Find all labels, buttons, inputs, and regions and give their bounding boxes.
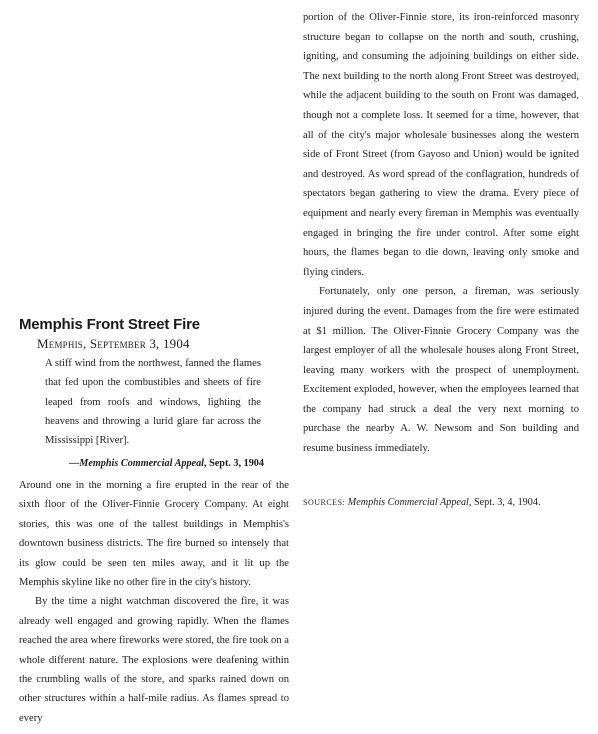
body-paragraph: Around one in the morning a fire erupted in the rear of the sixth floor of the Oliver-Finnie Grocery Company. At eight stories, this was one of the tallest buildings in Memphis's downtown business districts. The fire burned so intensely that its glow could be seen ten miles away, and it lit up the Memphis skyline like no other fire in the city's history.	[19, 480, 289, 589]
epigraph-text: A stiff wind from the northwest, fanned the flames that fed upon the combustibles and sheets of fire leaped from roofs and windows, lighting the heavens and throwing a lurid glare far across the Mississippi [River].	[45, 358, 261, 447]
article-title: Memphis Front Street Fire	[19, 316, 200, 333]
body-paragraph: By the time a night watchman discovered the fire, it was already well engaged and growing rapidly. When the flames reached the area where fireworks were stored, the fire took on a whole different nature. The explosions were deafening within the crumbling walls of the store, and sparks rained down on other structures within a half-mile radius. As flames spread to every	[19, 596, 290, 724]
epigraph	[45, 354, 261, 450]
dateline	[37, 336, 190, 352]
sources-label: SOURCES:	[303, 498, 346, 507]
attribution-date: , Sept. 3, 1904	[204, 458, 264, 469]
sources-publication: Memphis Commercial Appeal	[347, 497, 469, 508]
sources-note	[303, 497, 583, 508]
attribution-source: —Memphis Commercial Appeal	[69, 458, 204, 469]
dateline-date: , September 3, 1904	[82, 336, 190, 351]
body-paragraph: Fortunately, only one person, a fireman, was seriously injured during the event. Damages from the fire were estimated at $1 million. The Oliver-Finnie Grocery Company was the largest employer of all the wholesale houses along Front Street, leaving many workers with the prospect of unemployment. Excitement exploded, however, when the employees learned that the company had struck a deal the very next morning to purchase the nearby A. W. Newsom and Son building and resume business immediately.	[303, 286, 579, 455]
sources-detail: , Sept. 3, 4, 1904.	[468, 497, 541, 508]
body-paragraph: portion of the Oliver-Finnie store, its iron-reinforced masonry structure began to collapse on the north and south, crushing, igniting, and consuming the adjoining buildings on either side. The next building to the north along Front Street was destroyed, while the adjacent building to the south on Front was damaged, though not a complete loss. It seemed for a time, however, that all of the city's major wholesale businesses along the western side of Front Street (from Gayoso and Union) would be ignited and destroyed. As word spread of the conflagration, hundreds of spectators began gathering to view the drama. Every piece of equipment and nearly every fireman in Memphis was eventually engaged in bringing the fire under control. After some eight hours, the flames began to die down, leaving only smoke and flying cinders.	[303, 12, 579, 278]
epigraph-attribution	[54, 458, 264, 469]
left-column-body	[19, 476, 289, 728]
dateline-city: Memphis	[37, 336, 83, 351]
right-column	[303, 8, 579, 459]
